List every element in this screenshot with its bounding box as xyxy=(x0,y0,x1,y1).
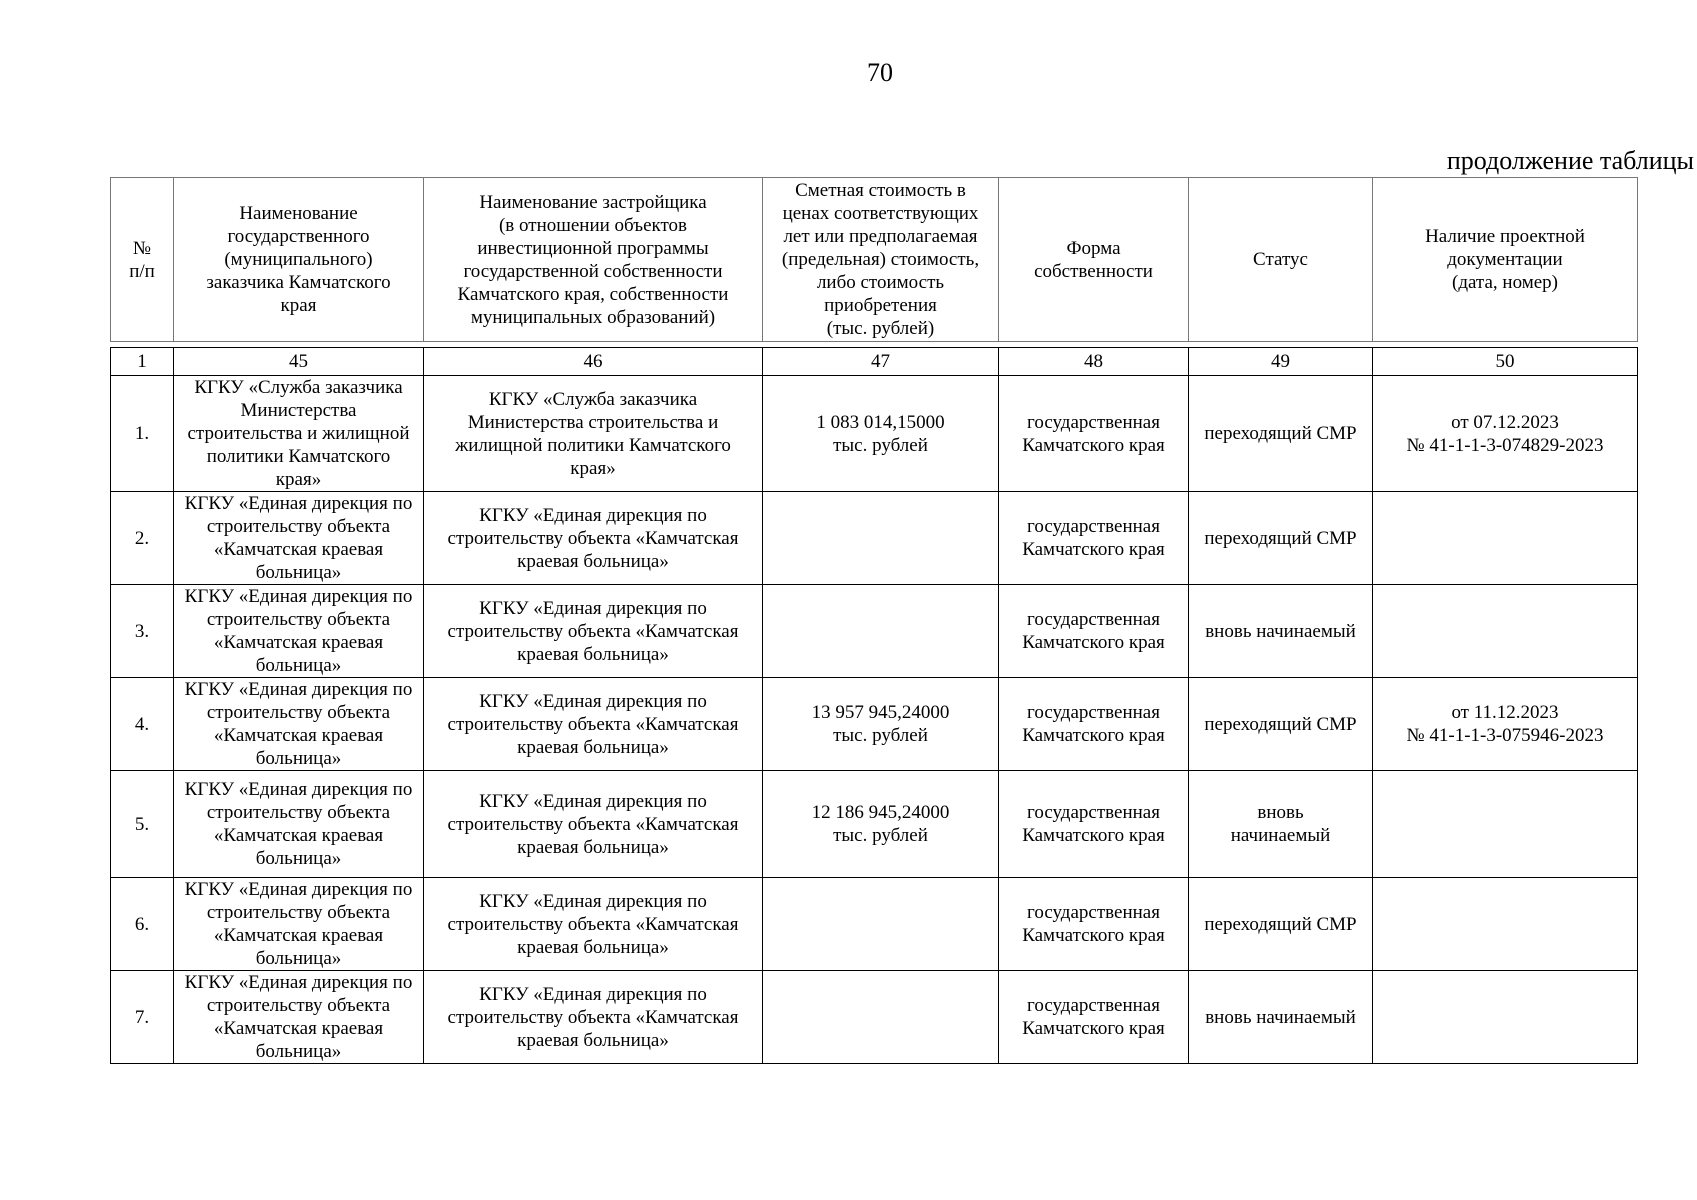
header-cell-customer: Наименование государственного (муниципального) заказчика Камчатского края xyxy=(174,178,424,342)
cell-customer: КГКУ «Единая дирекция по строительству объекта «Камчатская краевая больница» xyxy=(174,878,424,971)
cell-ownership: государственная Камчатского края xyxy=(999,492,1189,585)
header-cell-developer: Наименование застройщика (в отношении объектов инвестиционной программы государственной собственности Камчатского края, собственности муниципальных образований) xyxy=(424,178,763,342)
header-cell-docs: Наличие проектной документации (дата, номер) xyxy=(1373,178,1638,342)
table-header xyxy=(110,177,1638,342)
cell-customer: КГКУ «Единая дирекция по строительству объекта «Камчатская краевая больница» xyxy=(174,585,424,678)
cell-customer: КГКУ «Единая дирекция по строительству объекта «Камчатская краевая больница» xyxy=(174,678,424,771)
column-number-45: 45 xyxy=(174,348,424,376)
cell-cost: 13 957 945,24000 тыс. рублей xyxy=(763,678,999,771)
cell-num: 5. xyxy=(111,771,174,878)
table-row xyxy=(111,492,1638,585)
cell-docs xyxy=(1373,585,1638,678)
table-row xyxy=(111,878,1638,971)
cell-cost: 12 186 945,24000 тыс. рублей xyxy=(763,771,999,878)
column-number-46: 46 xyxy=(424,348,763,376)
cell-developer: КГКУ «Единая дирекция по строительству объекта «Камчатская краевая больница» xyxy=(424,878,763,971)
column-number-50: 50 xyxy=(1373,348,1638,376)
cell-cost xyxy=(763,971,999,1064)
table-body xyxy=(111,348,1638,1064)
cell-cost xyxy=(763,585,999,678)
cell-status: переходящий СМР xyxy=(1189,678,1373,771)
cell-developer: КГКУ «Единая дирекция по строительству объекта «Камчатская краевая больница» xyxy=(424,678,763,771)
cell-ownership: государственная Камчатского края xyxy=(999,771,1189,878)
cell-num: 2. xyxy=(111,492,174,585)
cell-ownership: государственная Камчатского края xyxy=(999,376,1189,492)
cell-customer: КГКУ «Единая дирекция по строительству объекта «Камчатская краевая больница» xyxy=(174,971,424,1064)
table-row xyxy=(111,971,1638,1064)
cell-cost: 1 083 014,15000 тыс. рублей xyxy=(763,376,999,492)
cell-num: 7. xyxy=(111,971,174,1064)
cell-docs xyxy=(1373,878,1638,971)
cell-status: вновь начинаемый xyxy=(1189,771,1373,878)
page-number: 70 xyxy=(867,58,893,87)
table-row xyxy=(111,376,1638,492)
column-number-1: 1 xyxy=(111,348,174,376)
cell-num: 6. xyxy=(111,878,174,971)
column-number-47: 47 xyxy=(763,348,999,376)
cell-status: переходящий СМР xyxy=(1189,376,1373,492)
table-row xyxy=(111,678,1638,771)
cell-num: 3. xyxy=(111,585,174,678)
cell-ownership: государственная Камчатского края xyxy=(999,585,1189,678)
header-row xyxy=(111,178,1638,342)
cell-docs xyxy=(1373,492,1638,585)
column-number-48: 48 xyxy=(999,348,1189,376)
cell-developer: КГКУ «Единая дирекция по строительству объекта «Камчатская краевая больница» xyxy=(424,492,763,585)
cell-developer: КГКУ «Единая дирекция по строительству объекта «Камчатская краевая больница» xyxy=(424,585,763,678)
table-row xyxy=(111,585,1638,678)
cell-cost xyxy=(763,878,999,971)
cell-developer: КГКУ «Единая дирекция по строительству объекта «Камчатская краевая больница» xyxy=(424,771,763,878)
cell-num: 4. xyxy=(111,678,174,771)
cell-ownership: государственная Камчатского края xyxy=(999,878,1189,971)
cell-num: 1. xyxy=(111,376,174,492)
table-row xyxy=(111,771,1638,878)
column-number-row xyxy=(111,348,1638,376)
cell-status: переходящий СМР xyxy=(1189,878,1373,971)
continuation-label: продолжение таблицы xyxy=(1446,146,1694,175)
cell-status: вновь начинаемый xyxy=(1189,971,1373,1064)
header-cell-cost: Сметная стоимость в ценах соответствующих лет или предполагаемая (предельная) стоимость, либо стоимость приобретения (тыс. рублей) xyxy=(763,178,999,342)
cell-customer: КГКУ «Единая дирекция по строительству объекта «Камчатская краевая больница» xyxy=(174,492,424,585)
cell-docs: от 07.12.2023 № 41-1-1-3-074829-2023 xyxy=(1373,376,1638,492)
header-cell-num: № п/п xyxy=(111,178,174,342)
header-cell-ownership: Форма собственности xyxy=(999,178,1189,342)
cell-docs xyxy=(1373,971,1638,1064)
cell-customer: КГКУ «Служба заказчика Министерства строительства и жилищной политики Камчатского края» xyxy=(174,376,424,492)
cell-status: переходящий СМР xyxy=(1189,492,1373,585)
cell-cost xyxy=(763,492,999,585)
cell-ownership: государственная Камчатского края xyxy=(999,971,1189,1064)
header-cell-status: Статус xyxy=(1189,178,1373,342)
cell-docs: от 11.12.2023 № 41-1-1-3-075946-2023 xyxy=(1373,678,1638,771)
cell-ownership: государственная Камчатского края xyxy=(999,678,1189,771)
column-number-49: 49 xyxy=(1189,348,1373,376)
cell-customer: КГКУ «Единая дирекция по строительству объекта «Камчатская краевая больница» xyxy=(174,771,424,878)
cell-docs xyxy=(1373,771,1638,878)
cell-developer: КГКУ «Единая дирекция по строительству объекта «Камчатская краевая больница» xyxy=(424,971,763,1064)
cell-developer: КГКУ «Служба заказчика Министерства строительства и жилищной политики Камчатского края» xyxy=(424,376,763,492)
data-table xyxy=(110,347,1638,1064)
cell-status: вновь начинаемый xyxy=(1189,585,1373,678)
